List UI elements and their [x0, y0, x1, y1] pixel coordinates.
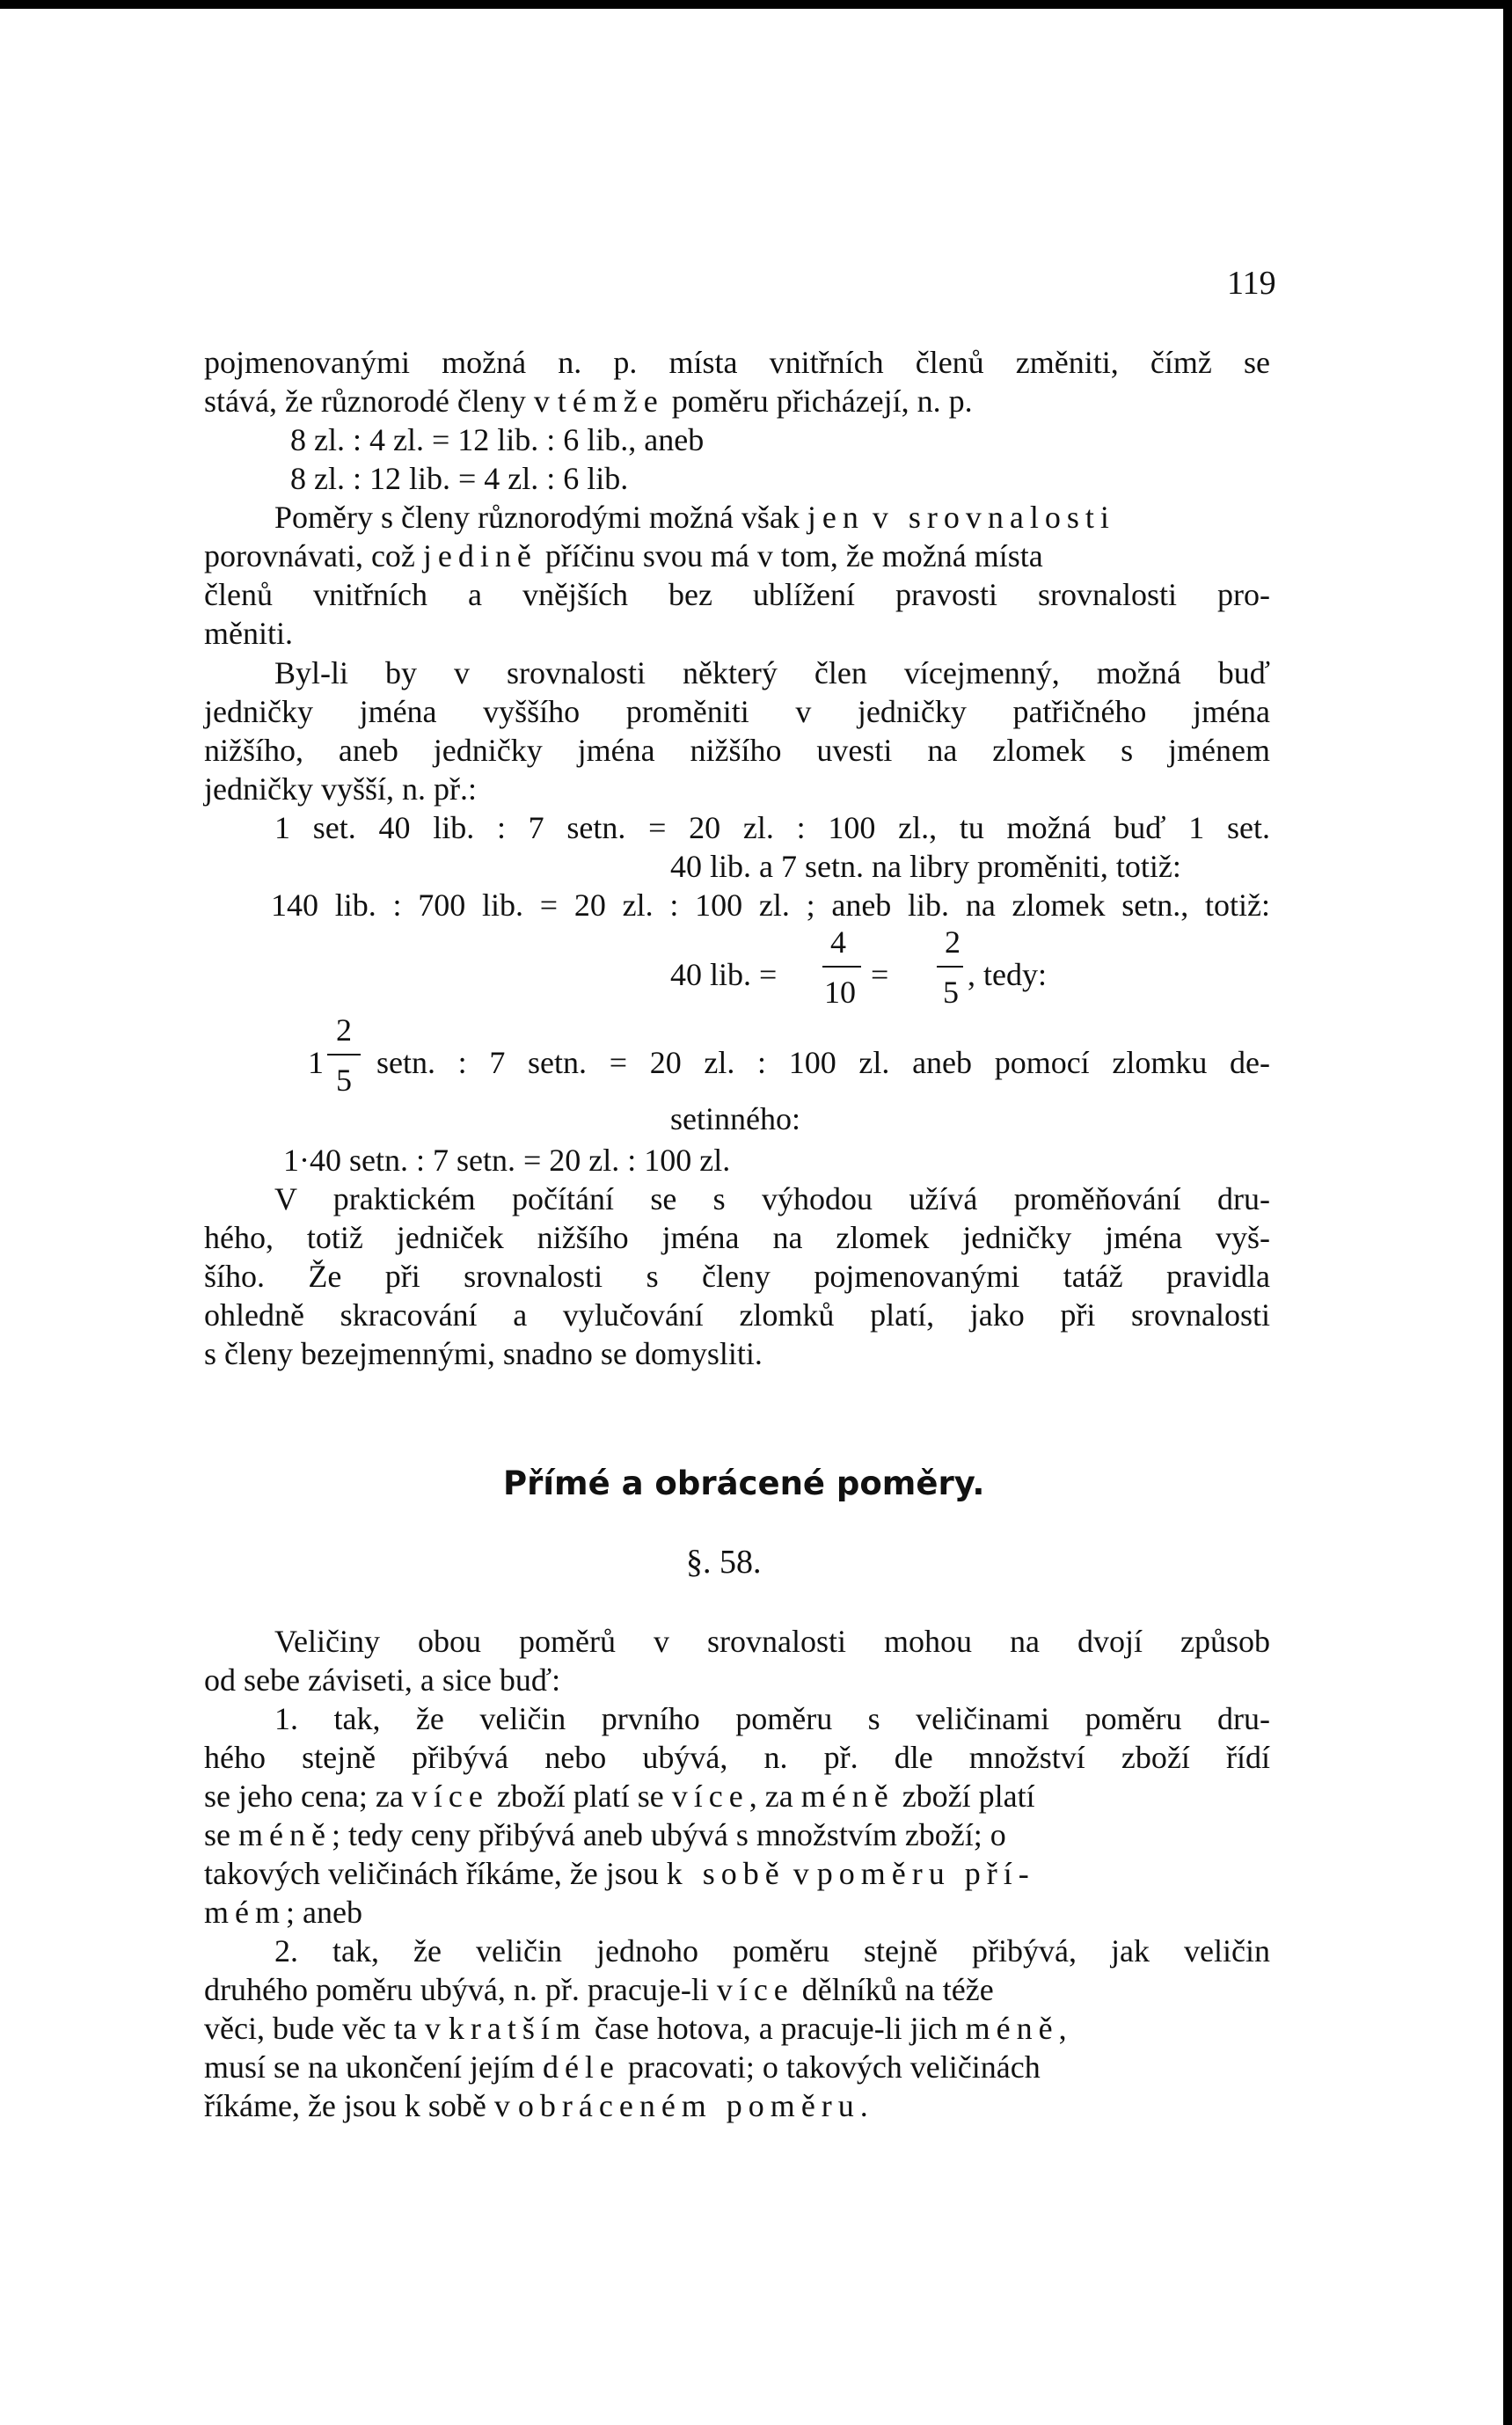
text-line: měniti.	[204, 616, 293, 651]
fraction-numerator: 2	[336, 1012, 352, 1048]
text-line: stává, že různorodé členy v témže poměru přicházejí, n. p.	[204, 383, 973, 419]
fraction-suffix: , tedy:	[968, 957, 1047, 992]
text-line: porovnávati, což jedině příčinu svou má v tom, že možná místa	[204, 538, 1043, 573]
fraction-denominator: 5	[336, 1063, 352, 1098]
fraction-numerator: 2	[945, 924, 961, 960]
text-line: 1 set. 40 lib. : 7 setn. = 20 zl. : 100 zl., tu možná buď 1 set.	[274, 810, 1270, 845]
equation-line: 1·40 setn. : 7 setn. = 20 zl. : 100 zl.	[283, 1143, 731, 1178]
text-line: se méně; tedy ceny přibývá aneb ubývá s množstvím zboží; o	[204, 1817, 1006, 1852]
text-line: jedničky jména vyššího proměniti v jedničky patřičného jména	[204, 694, 1270, 729]
fraction-numerator: 4	[830, 924, 846, 960]
equals-sign: =	[871, 957, 889, 992]
fraction-bar	[822, 966, 861, 968]
text-line: 1. tak, že veličin prvního poměru s veličinami poměru dru-	[274, 1701, 1270, 1736]
text-line: 40 lib. a 7 setn. na libry proměniti, totiž:	[670, 849, 1181, 884]
equation-line: 8 zl. : 12 lib. = 4 zl. : 6 lib.	[290, 461, 629, 496]
mixed-whole: 1	[308, 1045, 324, 1080]
text-line: říkáme, že jsou k sobě v obráceném poměru.	[204, 2088, 868, 2123]
text-line: věci, bude věc ta v kratším čase hotova, a pracuje-li jich méně,	[204, 2011, 1067, 2046]
equation-line: setn. : 7 setn. = 20 zl. : 100 zl. aneb pomocí zlomku de-	[376, 1045, 1270, 1080]
text-line: s členy bezejmennými, snadno se domysliti.	[204, 1336, 763, 1371]
text-line: členů vnitřních a vnějších bez ublížení pravosti srovnalosti pro-	[204, 577, 1270, 612]
text-line: mém; aneb	[204, 1895, 362, 1930]
text-line: hého, totiž jedniček nižšího jména na zlomek jedničky jména vyš-	[204, 1220, 1270, 1255]
text-line: setinného:	[670, 1101, 800, 1136]
text-line: ohledně skracování a vylučování zlomků platí, jako při srovnalosti	[204, 1297, 1270, 1333]
fraction-denominator: 5	[943, 975, 959, 1010]
page-number: 119	[1227, 265, 1276, 302]
text-line: Byl-li by v srovnalosti některý člen vícejmenný, možná buď	[274, 655, 1270, 690]
text-line: pojmenovanými možná n. p. místa vnitřních členů změniti, čímž se	[204, 345, 1270, 380]
fraction-prefix: 40 lib. =	[670, 957, 778, 992]
fraction-bar	[327, 1054, 361, 1055]
text-line: druhého poměru ubývá, n. př. pracuje-li více dělníků na téže	[204, 1972, 994, 2007]
text-line: se jeho cena; za více zboží platí se více, za méně zboží platí	[204, 1779, 1035, 1814]
text-line: šího. Že při srovnalosti s členy pojmenovanými tatáž pravidla	[204, 1259, 1270, 1294]
scan-border-right	[1503, 0, 1512, 2425]
text-line: od sebe záviseti, a sice buď:	[204, 1662, 561, 1698]
text-line: Veličiny obou poměrů v srovnalosti mohou na dvojí způsob	[274, 1624, 1270, 1659]
section-heading: Přímé a obrácené poměry.	[503, 1464, 985, 1502]
fraction-bar	[937, 966, 963, 968]
scan-border-top	[0, 0, 1512, 9]
text-line: hého stejně přibývá nebo ubývá, n. př. dle množství zboží řídí	[204, 1740, 1270, 1775]
text-line: Poměry s členy různorodými možná však jen v srovnalosti	[274, 500, 1115, 535]
text-line: 2. tak, že veličin jednoho poměru stejně přibývá, jak veličin	[274, 1933, 1270, 1968]
text-line: takových veličinách říkáme, že jsou k sobě v poměru pří-	[204, 1856, 1035, 1891]
text-line: V praktickém počítání se s výhodou užívá proměňování dru-	[274, 1181, 1270, 1216]
text-line: musí se na ukončení jejím déle pracovati; o takových veličinách	[204, 2049, 1041, 2085]
text-line: jedničky vyšší, n. př.:	[204, 771, 477, 807]
text-line: nižšího, aneb jedničky jména nižšího uvesti na zlomek s jménem	[204, 733, 1270, 768]
equation-line: 8 zl. : 4 zl. = 12 lib. : 6 lib., aneb	[290, 422, 705, 457]
equation-line: 140 lib. : 700 lib. = 20 zl. : 100 zl. ; aneb lib. na zlomek setn., totiž:	[271, 887, 1270, 923]
fraction-denominator: 10	[824, 975, 856, 1010]
section-number: §. 58.	[686, 1544, 762, 1581]
